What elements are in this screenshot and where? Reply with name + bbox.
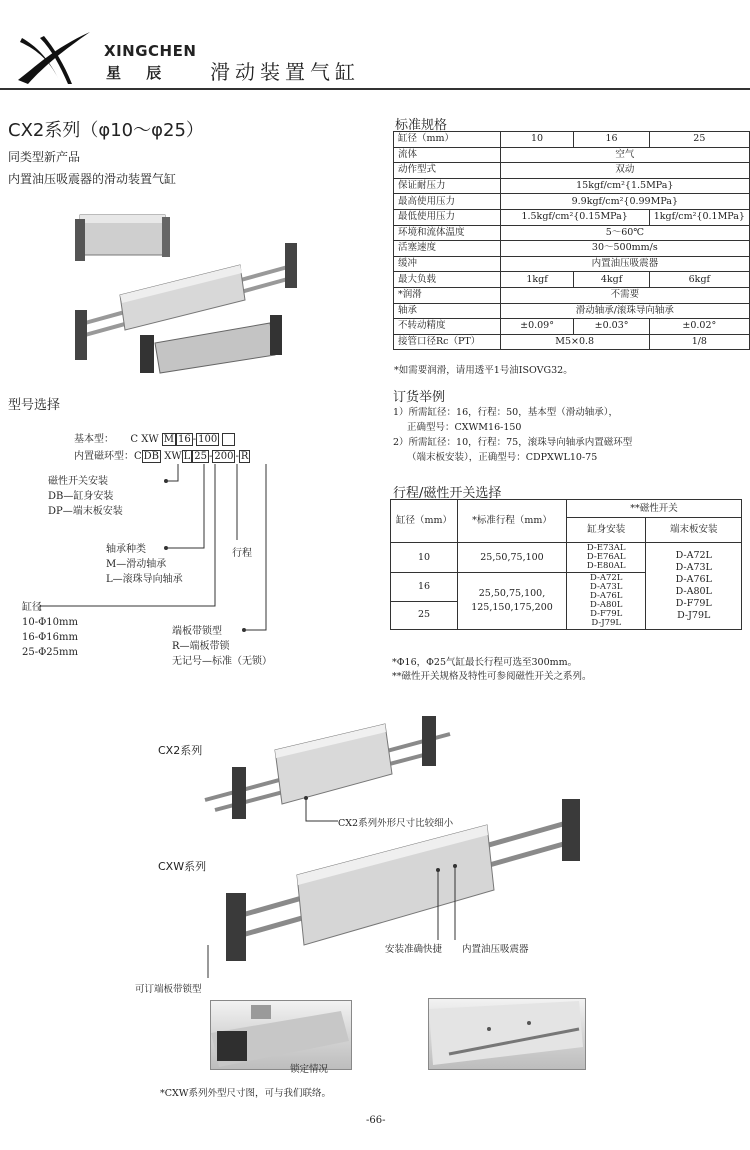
spec-cell: 4kgf (574, 272, 649, 288)
basic-label: 基本型： (74, 434, 114, 445)
spec-heading: 标准规格 (395, 118, 448, 133)
spec-cell: 1kgf (500, 272, 574, 288)
stroke-bore-25: 25 (391, 601, 458, 630)
spec-row-label: 最低使用压力 (394, 209, 501, 225)
spec-cell: 1kgf/cm²{0.1MPa} (649, 209, 749, 225)
series-subtitle-2: 内置油压吸震器的滑动装置气缸 (8, 172, 177, 186)
spec-table (393, 131, 750, 350)
spec-row-label: 最高使用压力 (394, 194, 501, 210)
stroke-heading: 行程/磁性开关选择 (393, 486, 502, 501)
spec-cell: 不需要 (500, 287, 749, 303)
spec-cell: 10 (500, 132, 574, 148)
spec-table-wrap (393, 131, 750, 350)
series-title: CX2系列（φ10～φ25） (8, 120, 204, 141)
mag-r-box: R (240, 451, 249, 462)
bore-title: 缸径 (22, 602, 42, 613)
stroke-std-16-25: 25,50,75,100, 125,150,175,200 (458, 573, 567, 630)
spec-row (394, 319, 750, 335)
spec-row (394, 163, 750, 179)
bearing-block (106, 542, 183, 587)
spec-row (394, 272, 750, 288)
switch-mount-block (48, 474, 123, 519)
spec-row (394, 132, 750, 148)
spec-row (394, 178, 750, 194)
spec-cell: 内置油压吸震器 (500, 256, 749, 272)
header-title: 滑动装置气缸 (210, 60, 360, 84)
order-line-2: 正确型号：CXWM16-150 (407, 422, 522, 433)
lock-type-note: 可订端板带锁型 (135, 984, 202, 995)
mag-label: 内置磁环型：C (74, 451, 142, 462)
spec-row-label: *润滑 (394, 287, 501, 303)
spec-cell: 15kgf/cm²{1.5MPa} (500, 178, 749, 194)
mag-200-box: 200 (214, 451, 234, 462)
spec-row (394, 303, 750, 319)
stroke-end-all: D-A72L D-A73L D-A76L D-A80L D-F79L D-J79L (646, 543, 742, 630)
mag-l-box: L (183, 451, 191, 462)
lock-r: R—端板带锁 (172, 641, 230, 652)
spec-cell: 6kgf (649, 272, 749, 288)
switch-mount-title: 磁性开关安装 (48, 476, 108, 487)
spec-cell: 16 (574, 132, 649, 148)
stroke-note-1: *Φ16，Φ25气缸最长行程可选至300mm。 (392, 657, 578, 668)
footer-note: *CXW系列外型尺寸图，可与我们联络。 (160, 1088, 332, 1099)
bore-25: 25-Φ25mm (22, 647, 78, 658)
spec-cell: ±0.02° (649, 319, 749, 335)
spec-row (394, 287, 750, 303)
stroke-notes (392, 656, 592, 684)
spec-cell: 1.5kgf/cm²{0.15MPa} (500, 209, 649, 225)
order-line-1: 1）所需缸径：16，行程：50，基本型（滑动轴承）， (393, 407, 618, 418)
spec-row-label: 不转动精度 (394, 319, 501, 335)
spec-cell: ±0.03° (574, 319, 649, 335)
order-line-3: 2）所需缸径：10，行程：75，滚珠导向轴承内置磁环型 (393, 437, 633, 448)
mag-xw: XW (164, 451, 182, 462)
spec-cell: 空气 (500, 147, 749, 163)
lock-none: 无记号—标准（无锁） (172, 656, 272, 667)
brand-cn: 星 辰 (106, 64, 172, 82)
cx2-note: CX2系列外形尺寸比较细小 (338, 818, 454, 829)
spec-cell: 5～60℃ (500, 225, 749, 241)
stroke-th-body: 缸身安装 (567, 518, 646, 543)
spec-row-label: 缓冲 (394, 256, 501, 272)
bearing-title: 轴承种类 (106, 544, 146, 555)
spec-cell: M5×0.8 (500, 334, 649, 350)
stroke-th-switch: **磁性开关 (567, 500, 742, 518)
stroke-bore-16: 16 (391, 573, 458, 602)
cxw-pointer-lines (200, 860, 500, 990)
spec-row-label: 接管口径Rc（PT） (394, 334, 501, 350)
stroke-note-2: **磁性开关规格及特性可参阅磁性开关之系列。 (392, 671, 592, 682)
spec-row-label: 流体 (394, 147, 501, 163)
stroke-table-wrap (390, 499, 742, 630)
stroke-th-std: *标准行程（mm） (458, 500, 567, 543)
spec-cell: 25 (649, 132, 749, 148)
switch-mount-db: DB—缸身安装 (48, 491, 114, 502)
bore-block (22, 600, 78, 660)
basic-code: C XW (130, 434, 159, 445)
brand-en: XINGCHEN (104, 42, 197, 60)
lock-photo-label: 锁定情况 (290, 1064, 329, 1075)
cxw-label: CXW系列 (158, 860, 207, 873)
stroke-label: 行程 (232, 548, 252, 559)
spec-row (394, 334, 750, 350)
bearing-l: L—滚珠导向轴承 (106, 574, 183, 585)
basic-m-box: M (163, 434, 175, 445)
mag-model-line: 内置磁环型：C DB XW L 25 - 200 - R (74, 451, 249, 462)
series-subtitle-1: 同类型新产品 (8, 150, 81, 164)
stroke-std-10: 25,50,75,100 (458, 543, 567, 573)
stroke-body-10: D-E73AL D-E76AL D-E80AL (567, 543, 646, 573)
spec-row-label: 动作型式 (394, 163, 501, 179)
order-line-4: （端末板安装），正确型号：CDPXWL10-75 (407, 452, 598, 463)
bore-10: 10-Φ10mm (22, 617, 78, 628)
cx2-label: CX2系列 (158, 744, 203, 757)
spec-cell: 滑动轴承/滚珠导向轴承 (500, 303, 749, 319)
spec-cell: 9.9kgf/cm²{0.99MPa} (500, 194, 749, 210)
order-block (393, 405, 632, 465)
bore-16: 16-Φ16mm (22, 632, 78, 643)
spec-row (394, 209, 750, 225)
spec-row-label: 最大负载 (394, 272, 501, 288)
stroke-th-end: 端末板安装 (646, 518, 742, 543)
spec-row (394, 241, 750, 257)
model-heading: 型号选择 (8, 398, 61, 413)
stroke-table (390, 499, 742, 630)
lock-photo (210, 1000, 352, 1070)
stroke-body-16-25: D-A72L D-A73L D-A76L D-A80L D-F79L D-J79L (567, 573, 646, 630)
spec-row-label: 轴承 (394, 303, 501, 319)
spec-row (394, 147, 750, 163)
lock-title: 端板带锁型 (172, 626, 222, 637)
stroke-bore-10: 10 (391, 543, 458, 573)
stroke-th-bore: 缸径（mm） (391, 500, 458, 543)
page-number: -66- (366, 1115, 386, 1126)
order-heading: 订货举例 (393, 390, 446, 405)
spec-row (394, 225, 750, 241)
basic-16-box: 16 (178, 434, 191, 445)
absorber-note: 内置油压吸震器 (462, 944, 529, 955)
bearing-photo (428, 998, 586, 1070)
switch-mount-dp: DP—端末板安装 (48, 506, 123, 517)
install-note: 安装准确快捷 (385, 944, 443, 955)
spec-row-label: 环境和流体温度 (394, 225, 501, 241)
spec-row-label: 缸径（mm） (394, 132, 501, 148)
basic-model-line: 基本型： C XW M 16 - 100 (74, 432, 235, 447)
spec-note: *如需要润滑，请用透平1号油ISOVG32。 (394, 365, 573, 376)
spec-row (394, 256, 750, 272)
spec-cell: 30～500mm/s (500, 241, 749, 257)
spec-cell: ±0.09° (500, 319, 574, 335)
spec-row-label: 活塞速度 (394, 241, 501, 257)
spec-row (394, 194, 750, 210)
bearing-m: M—滑动轴承 (106, 559, 167, 570)
basic-100-box: 100 (198, 434, 218, 445)
spec-cell: 1/8 (649, 334, 749, 350)
spec-cell: 双动 (500, 163, 749, 179)
lock-block (172, 624, 272, 669)
mag-db-box: DB (143, 451, 160, 462)
mag-25-box: 25 (194, 451, 207, 462)
spec-row-label: 保证耐压力 (394, 178, 501, 194)
